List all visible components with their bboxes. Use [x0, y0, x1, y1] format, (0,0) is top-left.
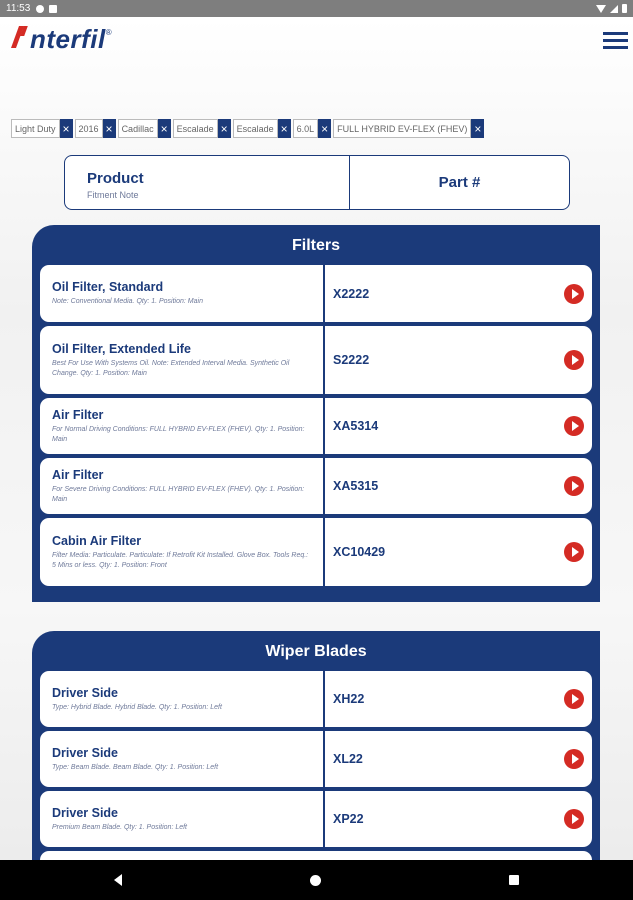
section-title: Wiper Blades — [265, 643, 367, 660]
notification-icon — [36, 5, 44, 13]
red-circle-arrow-icon[interactable] — [564, 416, 584, 436]
filter-chip-label: Cadillac — [118, 119, 158, 138]
status-bar — [0, 0, 633, 17]
table-row[interactable] — [40, 518, 592, 586]
filter-chip — [75, 119, 116, 138]
red-circle-arrow-icon[interactable] — [564, 350, 584, 370]
recent-apps-icon[interactable] — [509, 875, 519, 885]
row-part-cell — [325, 671, 592, 727]
signal-icon — [610, 5, 618, 13]
red-circle-arrow-icon[interactable] — [564, 284, 584, 304]
product-name: Oil Filter, Extended Life — [52, 341, 191, 356]
table-row[interactable] — [40, 265, 592, 322]
table-row[interactable] — [40, 671, 592, 727]
fitment-note: Best For Use With Systems Oil. Note: Extended Interval Media. Synthetic Oil Change. Qty: 1. Position: Main — [52, 359, 290, 377]
fitment-note: Note: Conventional Media. Qty: 1. Position: Main — [52, 298, 203, 306]
wifi-icon — [596, 5, 606, 13]
table-row[interactable] — [40, 458, 592, 514]
product-header-label: Product — [87, 170, 144, 187]
table-row[interactable] — [40, 791, 592, 847]
close-icon[interactable]: × — [278, 119, 291, 138]
system-nav-bar — [0, 860, 633, 900]
filter-chip-label: 6.0L — [293, 119, 319, 138]
product-name: Air Filter — [52, 407, 104, 422]
part-number: S2222 — [333, 353, 370, 367]
fitment-note: For Normal Driving Conditions: FULL HYBRID EV-FLEX (FHEV). Qty: 1. Position: Main — [52, 425, 305, 443]
product-name: Driver Side — [52, 805, 119, 820]
logo-text: nterfil — [30, 24, 106, 54]
row-product-cell — [40, 398, 325, 454]
fitment-note: For Severe Driving Conditions: FULL HYBRID EV-FLEX (FHEV). Qty: 1. Position: Main — [52, 485, 305, 503]
product-name: Air Filter — [52, 467, 104, 482]
product-column-header — [65, 156, 350, 209]
part-number: XA5314 — [333, 419, 379, 433]
row-product-cell — [40, 518, 325, 586]
part-number: X2222 — [333, 286, 370, 301]
section-wiper-blades — [32, 631, 600, 860]
filter-chip-label: Light Duty — [11, 119, 60, 138]
product-name: Cabin Air Filter — [52, 533, 142, 548]
close-icon[interactable]: × — [103, 119, 116, 138]
back-icon[interactable] — [114, 874, 122, 886]
status-time: 11:53 — [6, 3, 31, 14]
row-product-cell — [40, 265, 325, 322]
row-product-cell — [40, 326, 325, 394]
row-product-cell — [40, 791, 325, 847]
product-name: Driver Side — [52, 745, 119, 760]
filter-chip — [293, 119, 332, 138]
row-part-cell — [325, 458, 592, 514]
status-right — [596, 4, 627, 13]
part-column-header: Part # — [438, 174, 481, 191]
battery-icon — [622, 4, 627, 13]
filter-chip — [118, 119, 171, 138]
part-number: XC10429 — [333, 545, 386, 559]
product-name: Driver Side — [52, 685, 119, 700]
part-number: XL22 — [333, 752, 363, 766]
close-icon[interactable]: × — [471, 119, 484, 138]
interfil-logo[interactable] — [12, 26, 112, 52]
table-row[interactable] — [40, 398, 592, 454]
close-icon[interactable]: × — [60, 119, 73, 138]
row-product-cell — [40, 671, 325, 727]
results-table-header — [64, 155, 570, 210]
filter-chip-label: 2016 — [75, 119, 103, 138]
filter-chip-label: Escalade — [233, 119, 278, 138]
product-name: Oil Filter, Standard — [52, 280, 164, 295]
row-part-cell — [325, 398, 592, 454]
hamburger-menu-icon[interactable] — [603, 32, 628, 50]
filter-chip — [11, 119, 73, 138]
red-circle-arrow-icon[interactable] — [564, 689, 584, 709]
table-row[interactable] — [40, 731, 592, 787]
red-circle-arrow-icon[interactable] — [564, 809, 584, 829]
fitment-note: Premium Beam Blade. Qty: 1. Position: Left — [52, 823, 188, 831]
filter-chip-label: FULL HYBRID EV-FLEX (FHEV) — [333, 119, 471, 138]
close-icon[interactable]: × — [318, 119, 331, 138]
fitment-note: Type: Beam Blade. Beam Blade. Qty: 1. Position: Left — [52, 763, 219, 771]
red-circle-arrow-icon[interactable] — [564, 542, 584, 562]
red-circle-arrow-icon[interactable] — [564, 476, 584, 496]
filter-chip — [333, 119, 484, 138]
row-part-cell — [325, 326, 592, 394]
vehicle-filter-chips — [11, 119, 484, 138]
sim-icon — [49, 5, 57, 13]
close-icon[interactable]: × — [158, 119, 171, 138]
table-row-partial[interactable] — [40, 851, 592, 860]
fitment-note-header-label: Fitment Note — [87, 190, 139, 200]
red-circle-arrow-icon[interactable] — [564, 749, 584, 769]
filter-chip — [233, 119, 291, 138]
row-part-cell — [325, 265, 592, 322]
part-number: XP22 — [333, 812, 364, 826]
logo-mark-icon — [12, 26, 30, 52]
filter-chip-label: Escalade — [173, 119, 218, 138]
close-icon[interactable]: × — [218, 119, 231, 138]
row-part-cell — [325, 791, 592, 847]
logo-registered: ® — [105, 28, 112, 37]
fitment-note: Filter Media: Particulate. Particulate: If Retrofit Kit Installed. Glove Box. Tools Req.: 5 Mins or less. Qty: 1. Position: Front — [52, 551, 309, 569]
section-filters — [32, 225, 600, 602]
row-part-cell — [325, 731, 592, 787]
app-screen — [0, 17, 633, 860]
filter-chip — [173, 119, 231, 138]
home-icon[interactable] — [310, 875, 321, 886]
row-part-cell — [325, 518, 592, 586]
row-product-cell — [40, 731, 325, 787]
part-number: XA5315 — [333, 479, 379, 493]
section-title: Filters — [291, 237, 340, 254]
fitment-note: Type: Hybrid Blade. Hybrid Blade. Qty: 1. Position: Left — [52, 703, 222, 711]
table-row[interactable] — [40, 326, 592, 394]
part-number: XH22 — [333, 692, 365, 706]
row-product-cell — [40, 458, 325, 514]
